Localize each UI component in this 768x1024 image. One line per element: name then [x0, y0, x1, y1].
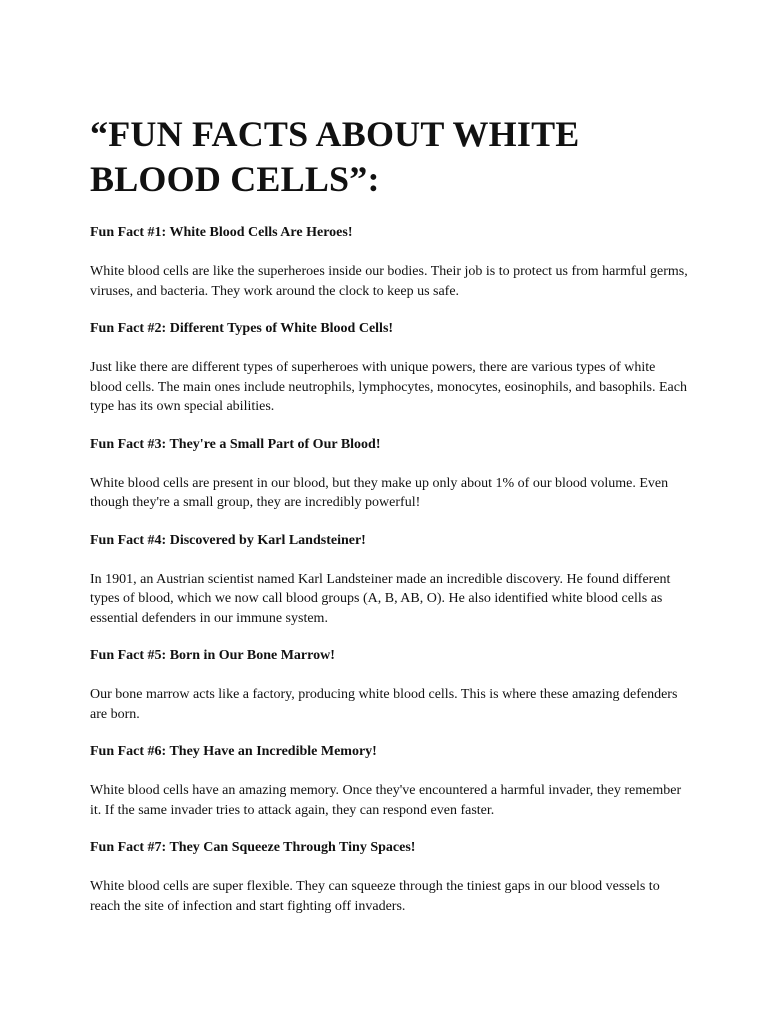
fun-fact-4	[90, 531, 690, 629]
fun-fact-heading: Fun Fact #6: They Have an Incredible Memory!	[90, 744, 377, 759]
fun-fact-heading: Fun Fact #4: Discovered by Karl Landsteiner!	[90, 532, 366, 548]
fun-fact-body: White blood cells are present in our blood, but they make up only about 1% of our blood volume. Even though they're a small group, they are incredibly powerful!	[90, 475, 669, 510]
fun-fact-heading: Fun Fact #5: Born in Our Bone Marrow!	[90, 648, 335, 663]
fun-fact-5	[90, 646, 690, 724]
fun-fact-7	[90, 838, 690, 916]
fun-fact-heading: Fun Fact #3: They're a Small Part of Our Blood!	[90, 436, 381, 452]
fun-fact-body: Our bone marrow acts like a factory, producing white blood cells. This is where these amazing defenders are born.	[90, 687, 678, 722]
fun-fact-3	[90, 435, 690, 513]
fun-fact-body: White blood cells have an amazing memory. Once they've encountered a harmful invader, they remember it. If the same invader tries to attack again, they can respond even faster.	[90, 783, 682, 818]
fun-fact-6	[90, 742, 690, 820]
fun-fact-1	[90, 223, 690, 301]
document-title: “FUN FACTS ABOUT WHITE BLOOD CELLS”:	[90, 114, 580, 199]
fun-fact-heading: Fun Fact #1: White Blood Cells Are Heroes!	[90, 225, 353, 240]
document-content	[90, 112, 690, 916]
fun-fact-2	[90, 319, 690, 417]
fun-fact-heading: Fun Fact #7: They Can Squeeze Through Tiny Spaces!	[90, 840, 416, 855]
fun-fact-body: In 1901, an Austrian scientist named Karl Landsteiner made an incredible discovery. He found different types of blood, which we now call blood groups (A, B, AB, O). He also identified white blood cells as essential defenders in our immune system.	[90, 571, 671, 626]
fun-fact-body: Just like there are different types of superheroes with unique powers, there are various types of white blood cells. The main ones include neutrophils, lymphocytes, monocytes, eosinophils, and basophils. Each type has its own special abilities.	[90, 360, 687, 414]
fun-fact-body: White blood cells are super flexible. They can squeeze through the tiniest gaps in our blood vessels to reach the site of infection and start fighting off invaders.	[90, 879, 660, 914]
fun-fact-body: White blood cells are like the superheroes inside our bodies. Their job is to protect us from harmful germs, viruses, and bacteria. They work around the clock to keep us safe.	[90, 264, 688, 299]
fun-fact-heading: Fun Fact #2: Different Types of White Blood Cells!	[90, 321, 394, 336]
